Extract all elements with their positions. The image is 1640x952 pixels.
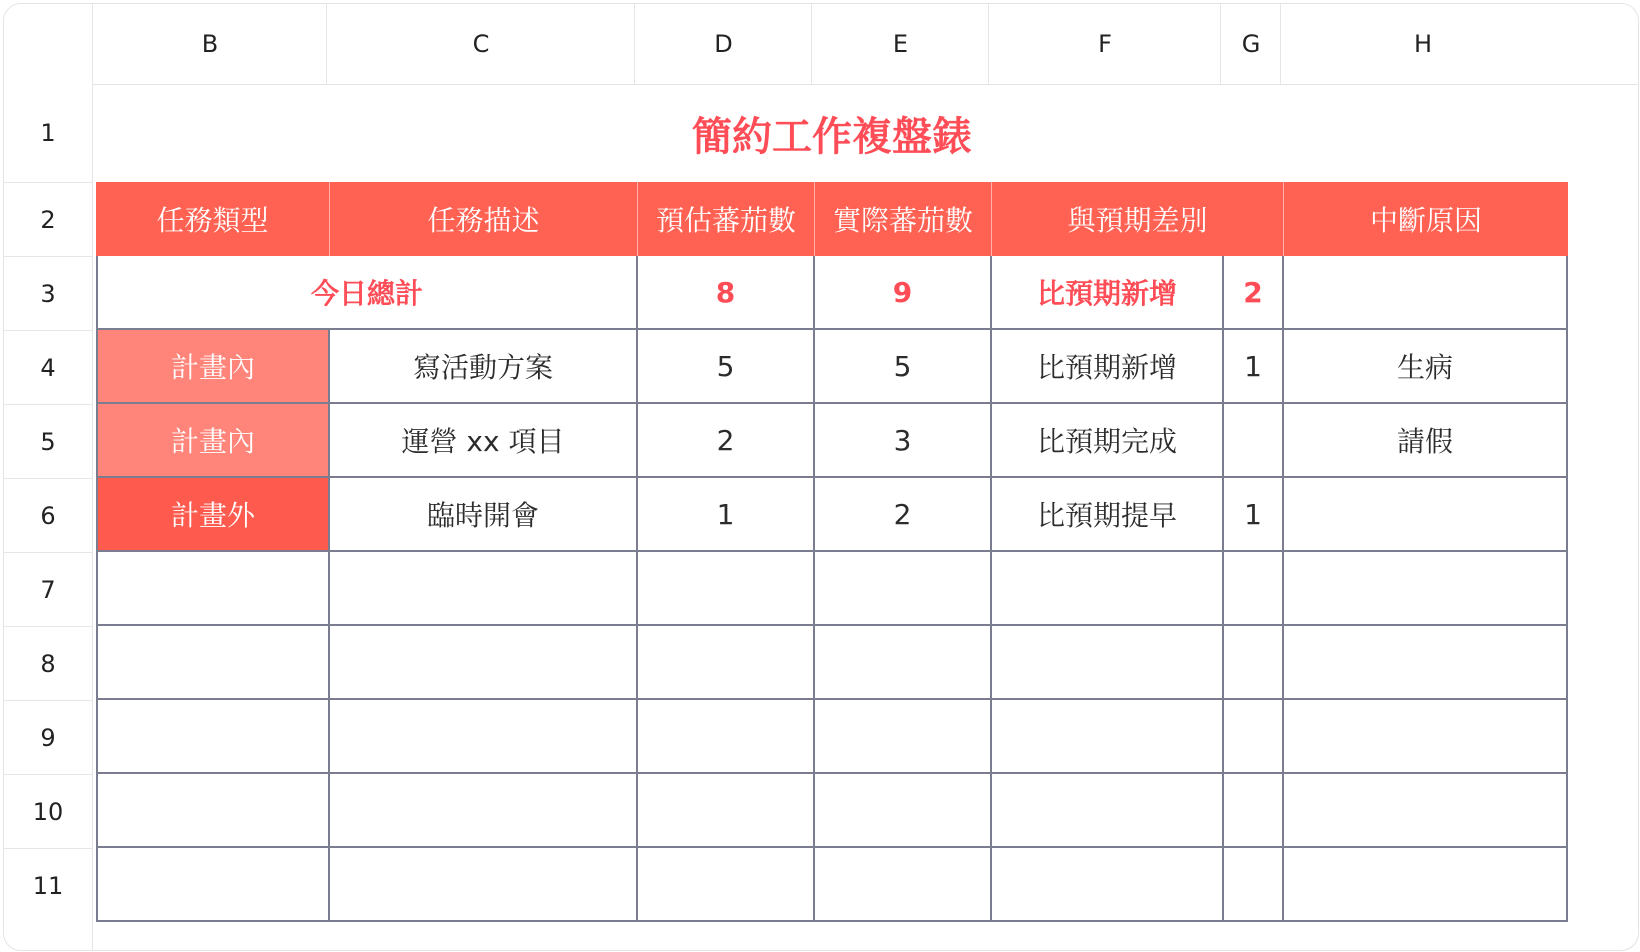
task-reason-cell[interactable] (1284, 478, 1568, 552)
task-actual-cell[interactable]: 3 (815, 404, 992, 478)
task-estimated-cell[interactable]: 1 (638, 478, 815, 552)
summary-label[interactable]: 今日總計 (96, 256, 638, 330)
row-header-1[interactable]: 1 (40, 119, 56, 147)
empty-cell[interactable] (815, 848, 992, 922)
summary-reason[interactable] (1284, 256, 1568, 330)
empty-cell[interactable] (992, 552, 1224, 626)
summary-diff-value[interactable]: 2 (1224, 256, 1284, 330)
header-actual-pomodoros[interactable]: 實際蕃茄數 (815, 182, 992, 256)
empty-cell[interactable] (330, 552, 638, 626)
empty-cell[interactable] (96, 552, 330, 626)
row-header-11[interactable]: 11 (4, 848, 92, 923)
column-header-h[interactable]: H (1280, 4, 1565, 84)
empty-cell[interactable] (96, 774, 330, 848)
task-actual-cell[interactable]: 2 (815, 478, 992, 552)
task-diff-label-cell[interactable]: 比預期提早 (992, 478, 1224, 552)
row-header-5[interactable]: 5 (4, 404, 92, 479)
task-description-cell[interactable]: 運營 xx 項目 (330, 404, 638, 478)
empty-cell[interactable] (96, 700, 330, 774)
empty-cell[interactable] (330, 774, 638, 848)
task-type-cell[interactable]: 計畫內 (96, 404, 330, 478)
task-estimated-cell[interactable]: 5 (638, 330, 815, 404)
empty-cell[interactable] (1224, 626, 1284, 700)
task-diff-value-cell[interactable]: 1 (1224, 330, 1284, 404)
row-header-8[interactable]: 8 (4, 626, 92, 701)
empty-cell[interactable] (815, 774, 992, 848)
task-diff-label-cell[interactable]: 比預期完成 (992, 404, 1224, 478)
empty-cell[interactable] (1224, 774, 1284, 848)
empty-cell[interactable] (330, 700, 638, 774)
empty-cell[interactable] (1284, 848, 1568, 922)
column-header-c[interactable]: C (326, 4, 635, 84)
empty-cell[interactable] (330, 848, 638, 922)
header-difference[interactable]: 與預期差別 (992, 182, 1284, 256)
summary-actual[interactable]: 9 (815, 256, 992, 330)
empty-cell[interactable] (96, 848, 330, 922)
spreadsheet (3, 3, 1639, 951)
empty-cell[interactable] (992, 626, 1224, 700)
empty-cell[interactable] (815, 700, 992, 774)
empty-cell[interactable] (638, 626, 815, 700)
empty-cell[interactable] (1284, 552, 1568, 626)
task-reason-cell[interactable]: 請假 (1284, 404, 1568, 478)
empty-cell[interactable] (96, 626, 330, 700)
empty-cell[interactable] (815, 552, 992, 626)
empty-cell[interactable] (1224, 700, 1284, 774)
task-actual-cell[interactable]: 5 (815, 330, 992, 404)
header-estimated-pomodoros[interactable]: 預估蕃茄數 (638, 182, 815, 256)
empty-cell[interactable] (1284, 700, 1568, 774)
empty-cell[interactable] (992, 848, 1224, 922)
task-type-cell[interactable]: 計畫外 (96, 478, 330, 552)
summary-estimated[interactable]: 8 (638, 256, 815, 330)
task-diff-value-cell[interactable]: 1 (1224, 478, 1284, 552)
summary-diff-label[interactable]: 比預期新增 (992, 256, 1224, 330)
task-reason-cell[interactable]: 生病 (1284, 330, 1568, 404)
empty-cell[interactable] (638, 552, 815, 626)
column-header-g[interactable]: G (1220, 4, 1281, 84)
task-type-cell[interactable]: 計畫內 (96, 330, 330, 404)
empty-cell[interactable] (330, 626, 638, 700)
row-header-6[interactable]: 6 (4, 478, 92, 553)
row-header-4[interactable]: 4 (4, 330, 92, 405)
row-header-bar (4, 84, 93, 951)
row-header-3[interactable]: 3 (4, 256, 92, 331)
empty-cell[interactable] (1284, 774, 1568, 848)
header-task-type[interactable]: 任務類型 (96, 182, 330, 256)
empty-cell[interactable] (1284, 626, 1568, 700)
empty-cell[interactable] (1224, 848, 1284, 922)
row-header-2[interactable]: 2 (4, 182, 92, 257)
sheet-title[interactable]: 簡約工作複盤錶 (692, 113, 972, 160)
column-header-b[interactable]: B (92, 4, 327, 84)
task-estimated-cell[interactable]: 2 (638, 404, 815, 478)
row-header-7[interactable]: 7 (4, 552, 92, 627)
empty-cell[interactable] (815, 626, 992, 700)
task-description-cell[interactable]: 臨時開會 (330, 478, 638, 552)
column-header-f[interactable]: F (988, 4, 1221, 84)
empty-cell[interactable] (992, 774, 1224, 848)
empty-cell[interactable] (638, 700, 815, 774)
row-header-10[interactable]: 10 (4, 774, 92, 849)
column-header-e[interactable]: E (811, 4, 989, 84)
task-diff-value-cell[interactable] (1224, 404, 1284, 478)
header-interruption-reason[interactable]: 中斷原因 (1284, 182, 1568, 256)
header-task-description[interactable]: 任務描述 (330, 182, 638, 256)
row-header-9[interactable]: 9 (4, 700, 92, 775)
empty-cell[interactable] (992, 700, 1224, 774)
cell-grid (96, 84, 1638, 951)
empty-cell[interactable] (1224, 552, 1284, 626)
empty-cell[interactable] (638, 774, 815, 848)
empty-cell[interactable] (638, 848, 815, 922)
column-header-d[interactable]: D (634, 4, 812, 84)
column-header-bar (4, 4, 1638, 85)
task-diff-label-cell[interactable]: 比預期新增 (992, 330, 1224, 404)
task-description-cell[interactable]: 寫活動方案 (330, 330, 638, 404)
